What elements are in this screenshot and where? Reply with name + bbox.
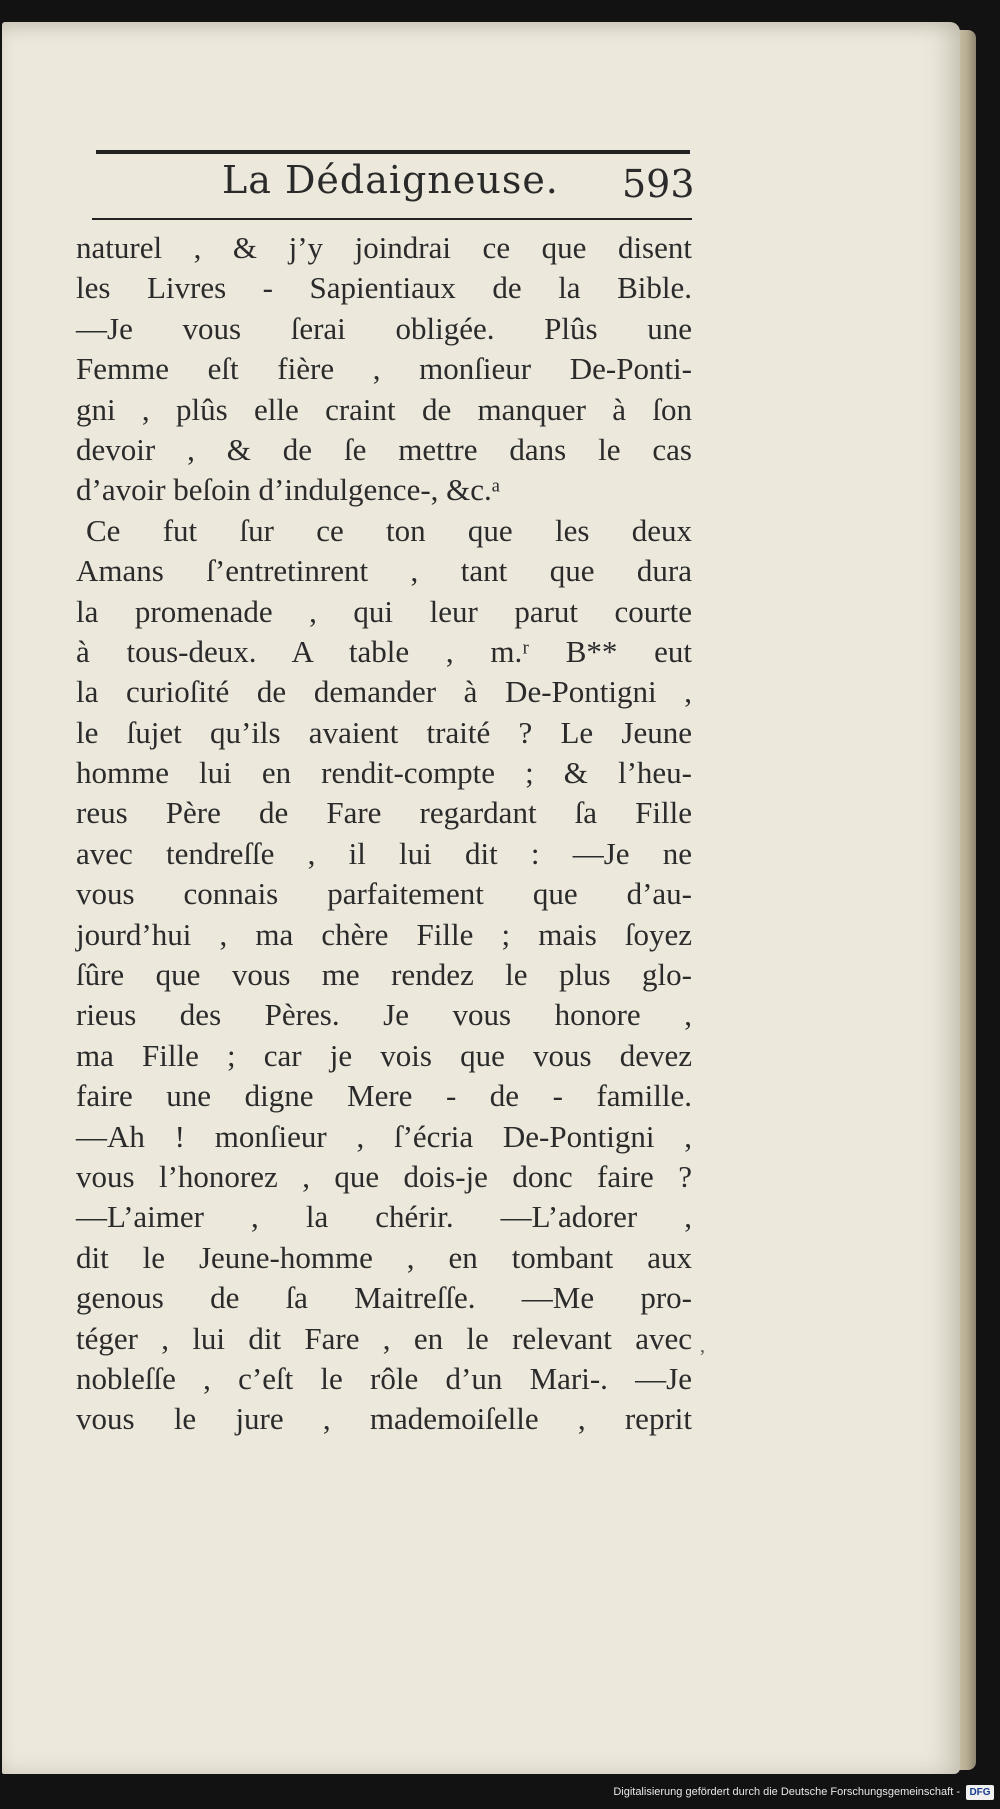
header-rule-bottom: [92, 218, 692, 220]
text-line: d’avoir beſoin d’indulgence-, &c.ᵃ: [76, 472, 501, 508]
text-line: les Livres - Sapientiaux de la Bible.: [76, 270, 692, 306]
text-line: avec tendreſſe , il lui dit : —Je ne: [76, 835, 692, 871]
text-line: à tous-deux. A table , m.ʳ B** eut: [76, 633, 692, 669]
text-line: vous l’honorez , que dois-je donc faire ?: [76, 1158, 692, 1194]
text-line: la promenade , qui leur parut courte: [76, 593, 692, 629]
body-text: [76, 228, 692, 1440]
running-title: La Dédaigneuse.: [222, 158, 559, 202]
text-line: la curioſité de demander à De-Pontigni ,: [76, 674, 692, 710]
text-line: devoir , & de ſe mettre dans le cas: [76, 431, 692, 467]
text-line: rieus des Pères. Je vous honore ,: [76, 997, 692, 1033]
header-rule-top: [96, 150, 690, 154]
margin-mark: ,: [700, 1335, 705, 1357]
text-line: gni , plûs elle craint de manquer à ſon: [76, 391, 692, 427]
digitization-credit: Digitalisierung gefördert durch die Deutsche Forschungsgemeinschaft -: [613, 1786, 960, 1798]
text-line: vous le jure , mademoiſelle , reprit: [76, 1401, 692, 1437]
text-line: faire une digne Mere - de - famille.: [76, 1078, 692, 1114]
text-line: jourd’hui , ma chère Fille ; mais ſoyez: [76, 916, 692, 952]
text-line: homme lui en rendit-compte ; & l’heu-: [76, 755, 692, 791]
text-line: dit le Jeune-homme , en tombant aux: [76, 1239, 692, 1275]
text-line: téger , lui dit Fare , en le relevant avec: [76, 1320, 692, 1356]
text-line: genous de ſa Maitreſſe. —Me pro-: [76, 1280, 692, 1316]
text-line: vous connais parfaitement que d’au-: [76, 876, 692, 912]
text-line: le ſujet qu’ils avaient traité ? Le Jeune: [76, 714, 692, 750]
text-line: Femme eſt fière , monſieur De-Ponti-: [76, 351, 692, 387]
text-line: naturel , & j’y joindrai ce que disent: [76, 230, 692, 265]
text-line: Ce fut ſur ce ton que les deux: [86, 512, 692, 548]
text-line: —Je vous ſerai obligée. Plûs une: [76, 310, 692, 346]
text-line: —L’aimer , la chérir. —L’adorer ,: [76, 1199, 692, 1235]
text-line: —Ah ! monſieur , ſ’écria De-Pontigni ,: [76, 1118, 692, 1154]
dfg-logo: DFG: [966, 1785, 994, 1800]
text-line: ma Fille ; car je vois que vous devez: [76, 1037, 692, 1073]
text-line: nobleſſe , c’eſt le rôle d’un Mari-. —Je: [76, 1360, 692, 1396]
text-line: ſûre que vous me rendez le plus glo-: [76, 957, 692, 993]
page-number: 593: [622, 162, 695, 206]
text-line: Amans ſ’entretinrent , tant que dura: [76, 553, 692, 589]
text-line: reus Père de Fare regardant ſa Fille: [76, 795, 692, 831]
